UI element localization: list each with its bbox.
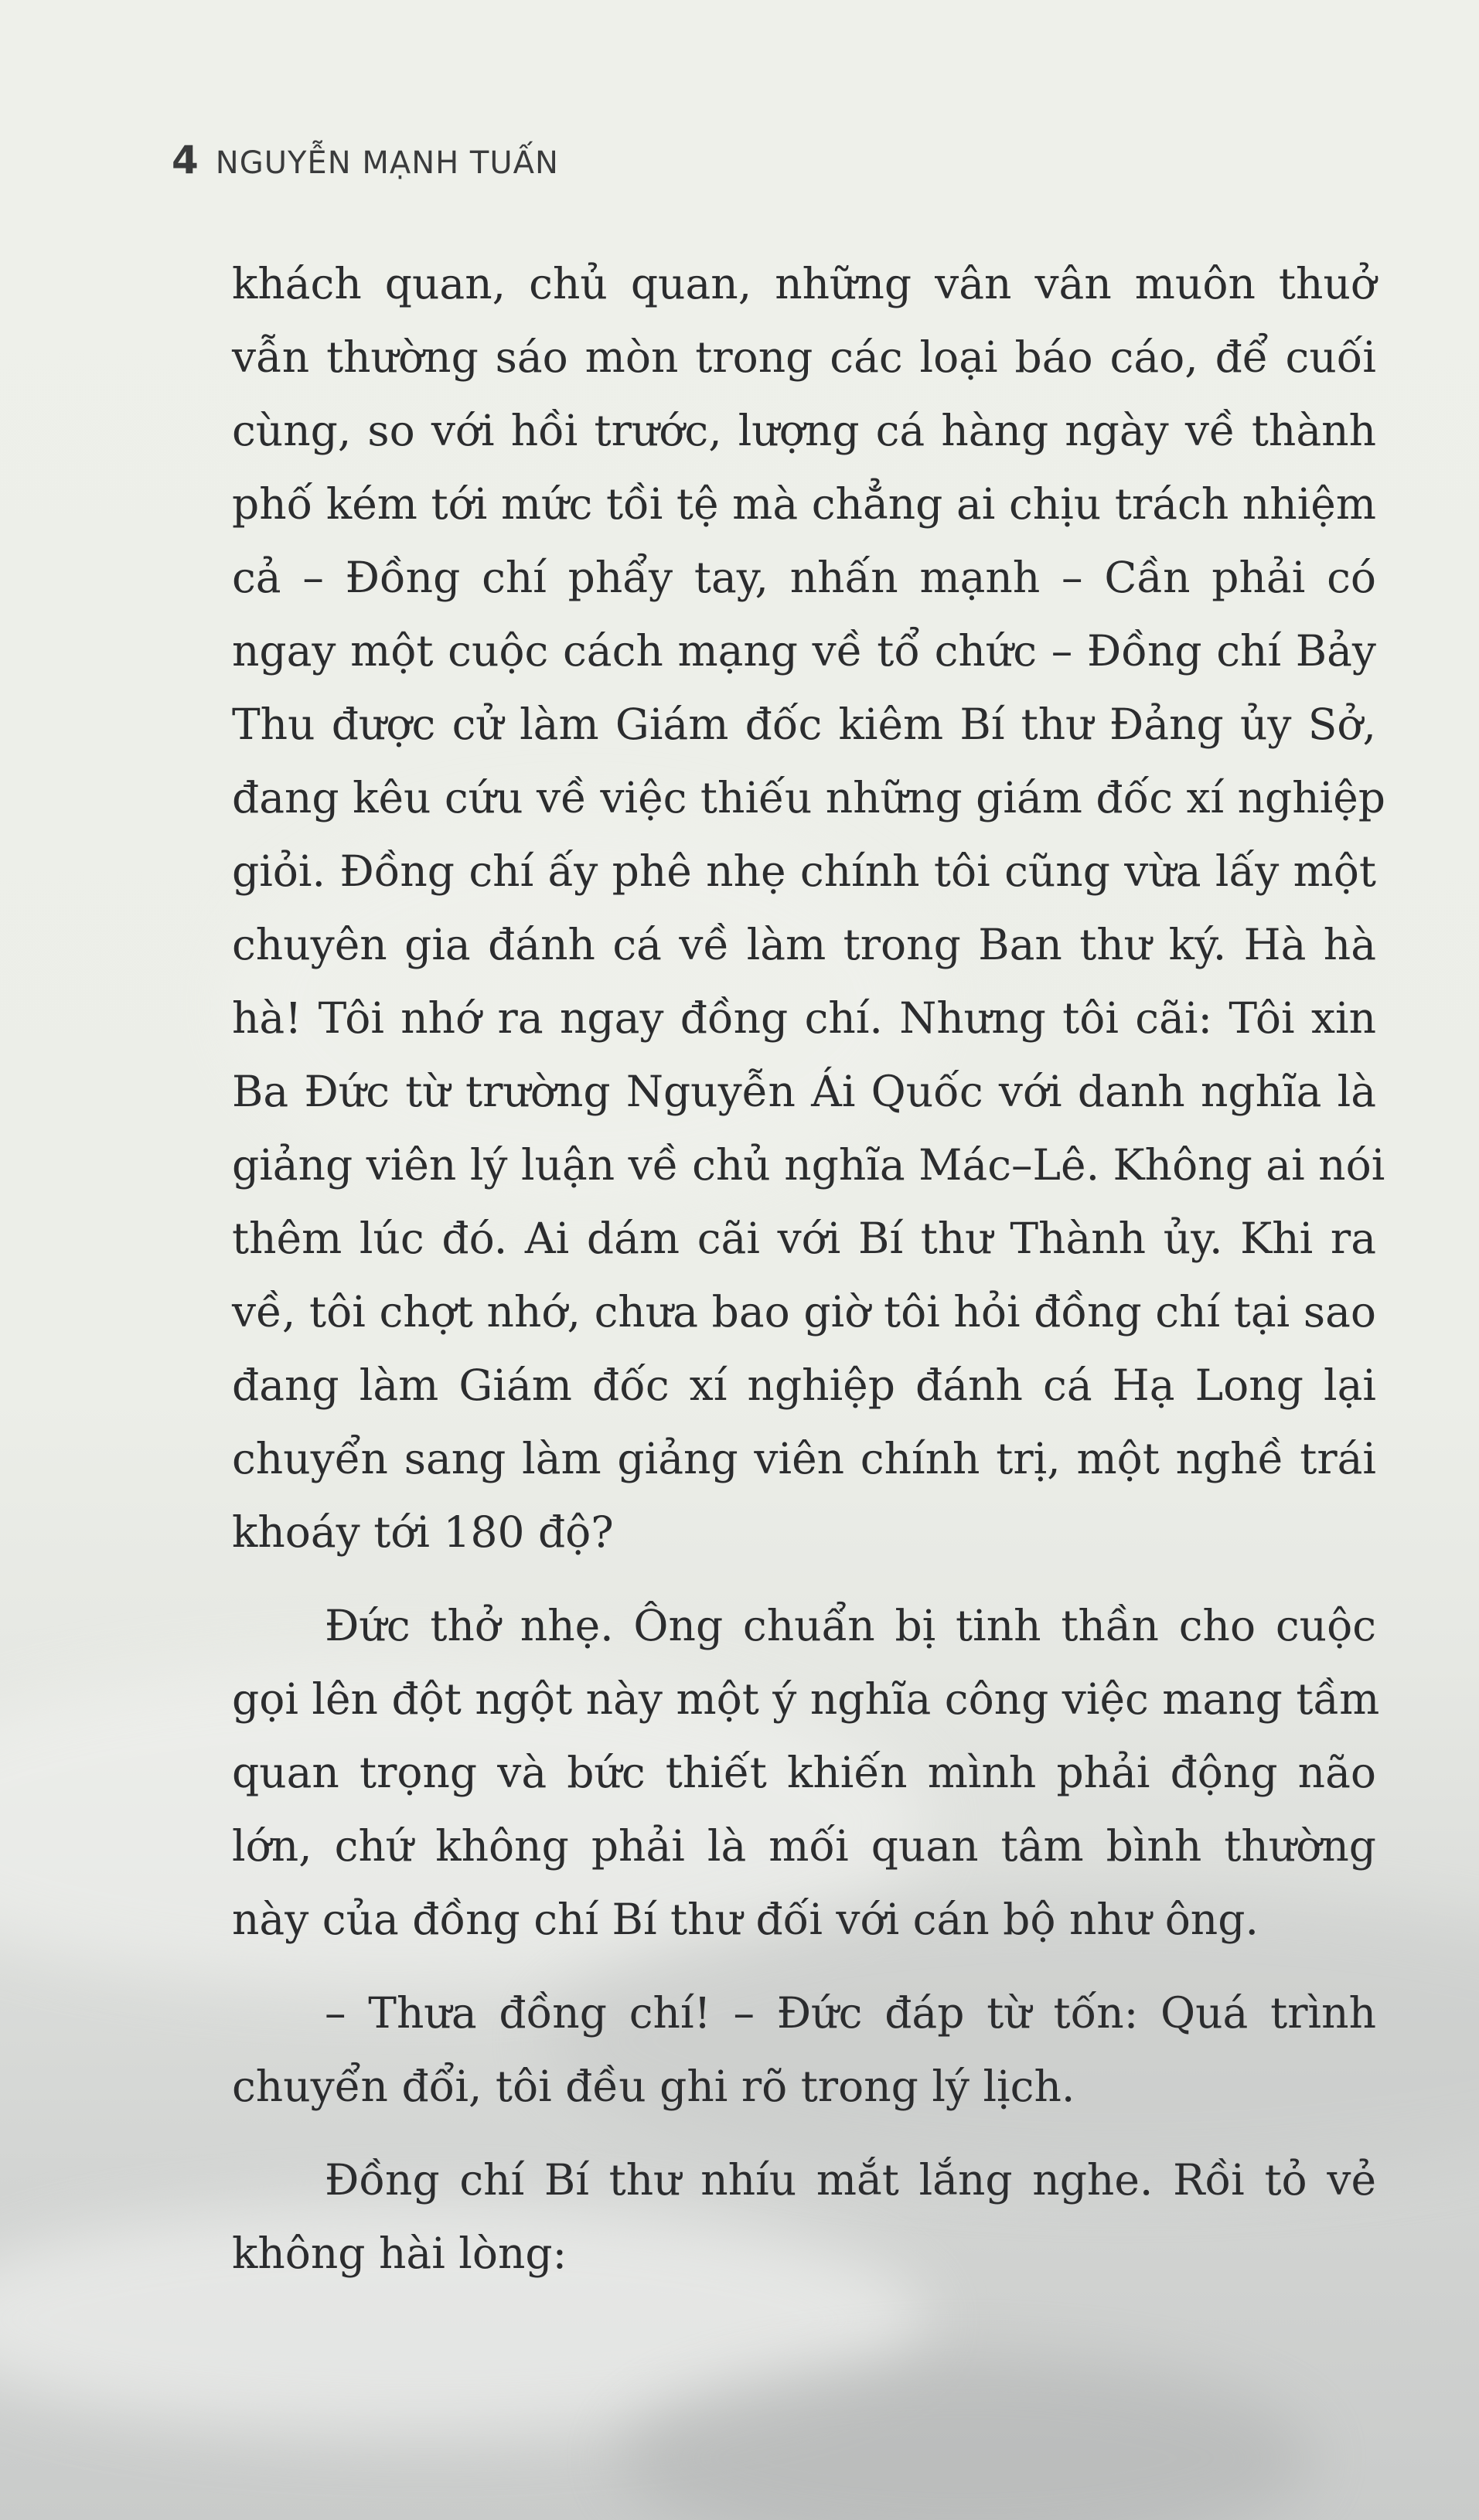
text-line: cả – Đồng chí phẩy tay, nhấn mạnh – Cần phải có — [232, 553, 1376, 602]
text-line: – Thưa đồng chí! – Đức đáp từ tốn: Quá trình — [325, 1988, 1376, 2038]
body-text — [232, 247, 1386, 2311]
text-line: giỏi. Đồng chí ấy phê nhẹ chính tôi cũng vừa lấy một — [232, 846, 1376, 896]
text-line: hà! Tôi nhớ ra ngay đồng chí. Nhưng tôi cãi: Tôi xin — [232, 993, 1376, 1043]
text-line: chuyển đổi, tôi đều ghi rõ trong lý lịch. — [232, 2062, 1075, 2111]
text-line: ngay một cuộc cách mạng về tổ chức – Đồng chí Bảy — [232, 626, 1376, 676]
text-line: giảng viên lý luận về chủ nghĩa Mác–Lê. Không ai nói — [232, 1140, 1385, 1190]
text-line: phố kém tới mức tồi tệ mà chẳng ai chịu trách nhiệm — [232, 479, 1376, 529]
paragraph — [232, 247, 1386, 1569]
paragraph — [232, 1589, 1380, 1956]
text-line: đang kêu cứu về việc thiếu những giám đốc xí nghiệp — [232, 773, 1386, 822]
text-line: chuyển sang làm giảng viên chính trị, một nghề trái — [232, 1434, 1376, 1483]
text-line: thêm lúc đó. Ai dám cãi với Bí thư Thành ủy. Khi ra — [232, 1214, 1376, 1263]
text-line: gọi lên đột ngột này một ý nghĩa công việc mang tầm — [232, 1674, 1380, 1724]
text-line: này của đồng chí Bí thư đối với cán bộ như ông. — [232, 1895, 1259, 1944]
text-line: Đức thở nhẹ. Ông chuẩn bị tinh thần cho cuộc — [325, 1601, 1376, 1650]
paragraph — [232, 2144, 1376, 2290]
text-line: vẫn thường sáo mòn trong các loại báo cáo, để cuối — [232, 332, 1376, 382]
text-line: Đồng chí Bí thư nhíu mắt lắng nghe. Rồi tỏ vẻ — [325, 2155, 1376, 2205]
running-head — [172, 138, 559, 182]
text-line: Ba Đức từ trường Nguyễn Ái Quốc với danh nghĩa là — [232, 1067, 1376, 1116]
text-line: lớn, chứ không phải là mối quan tâm bình thường — [232, 1821, 1376, 1871]
paragraph — [232, 1977, 1376, 2123]
text-line: đang làm Giám đốc xí nghiệp đánh cá Hạ Long lại — [232, 1360, 1376, 1410]
author-name: NGUYỄN MẠNH TUẤN — [215, 145, 559, 181]
text-line: Thu được cử làm Giám đốc kiêm Bí thư Đảng ủy Sở, — [232, 700, 1376, 749]
text-line: quan trọng và bức thiết khiến mình phải động não — [232, 1748, 1376, 1797]
text-line: khoáy tới 180 độ? — [232, 1507, 614, 1557]
text-line: không hài lòng: — [232, 2229, 567, 2278]
text-line: khách quan, chủ quan, những vân vân muôn thuở — [232, 259, 1376, 308]
text-line: chuyên gia đánh cá về làm trong Ban thư ký. Hà hà — [232, 920, 1376, 969]
text-line: cùng, so với hồi trước, lượng cá hàng ngày về thành — [232, 406, 1376, 455]
page-number: 4 — [172, 138, 199, 182]
text-line: về, tôi chợt nhớ, chưa bao giờ tôi hỏi đồng chí tại sao — [232, 1287, 1376, 1337]
